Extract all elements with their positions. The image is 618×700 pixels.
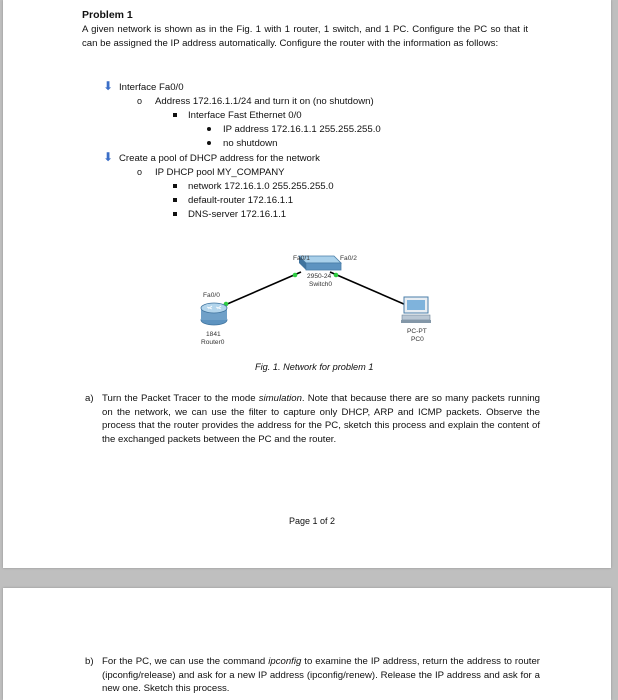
no-shutdown: no shutdown xyxy=(223,138,278,149)
question-b-emphasis: ipconfig xyxy=(268,656,302,667)
square-bullet-icon xyxy=(173,113,177,117)
figure-caption: Fig. 1. Network for problem 1 xyxy=(255,362,374,372)
list-item xyxy=(207,123,381,137)
switch-port-right: Fa0/2 xyxy=(340,255,357,262)
page-number: Page 1 of 2 xyxy=(289,516,336,526)
intro-paragraph: A given network is shown as in the Fig. 1 with 1 router, 1 switch, and 1 PC. Configure the PC so that it can be assigned the IP address automatically. Configure the router with the information as follows: xyxy=(82,24,528,49)
link-indicator-icon xyxy=(334,273,339,278)
ip-command: IP address 172.16.1.1 255.255.255.0 xyxy=(223,124,381,135)
link-router-switch xyxy=(218,272,301,308)
router-model: 1841 xyxy=(206,331,221,338)
question-a xyxy=(85,392,540,446)
pool-name: IP DHCP pool MY_COMPANY xyxy=(155,167,285,178)
problem-title: Problem 1 xyxy=(82,9,133,21)
document-page-2 xyxy=(3,588,611,700)
pc-name: PC0 xyxy=(411,336,424,343)
dot-bullet-icon xyxy=(207,127,211,131)
address-line: Address 172.16.1.1/24 and turn it on (no shutdown) xyxy=(155,96,374,107)
router-name: Router0 xyxy=(201,339,225,346)
link-switch-pc xyxy=(330,272,413,308)
switch-port-left: Fa0/1 xyxy=(293,255,310,262)
question-a-emphasis: simulation xyxy=(258,393,302,404)
router-icon xyxy=(201,303,227,325)
arrow-bullet-icon: ⬇ xyxy=(103,79,114,93)
list-item xyxy=(137,95,374,109)
link-indicator-icon xyxy=(293,273,298,278)
dns-server: DNS-server 172.16.1.1 xyxy=(188,209,287,220)
list-item xyxy=(173,194,293,208)
network-command: network 172.16.1.0 255.255.255.0 xyxy=(188,181,334,192)
question-b-letter: b) xyxy=(85,656,94,667)
question-a-letter: a) xyxy=(85,393,94,404)
list-item xyxy=(137,166,285,180)
list-item xyxy=(173,109,302,123)
circle-bullet-icon: o xyxy=(137,96,143,106)
document-page-1 xyxy=(3,0,611,568)
dot-bullet-icon xyxy=(207,141,211,145)
pool-heading: Create a pool of DHCP address for the network xyxy=(119,153,320,164)
switch-name: Switch0 xyxy=(309,281,333,288)
question-b xyxy=(85,655,540,696)
square-bullet-icon xyxy=(173,184,177,188)
arrow-bullet-icon: ⬇ xyxy=(103,150,114,164)
question-a-text-2: . Note that because there are so many packets running on the network, we can use the filter to capture only DHCP, ARP and ICMP packets. Observe the process that the router provides the address for the PC, sketch this process and explain the content of the exchanged packets between the PC and the router. xyxy=(102,393,540,445)
list-item xyxy=(173,180,334,194)
pc-model: PC-PT xyxy=(407,328,427,335)
list-item xyxy=(207,137,277,151)
square-bullet-icon xyxy=(173,212,177,216)
pc-icon xyxy=(401,297,431,323)
question-a-text-1: Turn the Packet Tracer to the mode xyxy=(102,393,259,404)
list-item xyxy=(173,208,286,222)
circle-bullet-icon: o xyxy=(137,167,143,177)
list-item xyxy=(104,81,184,95)
question-b-text-1: For the PC, we can use the command xyxy=(102,656,269,667)
network-diagram xyxy=(3,230,611,360)
interface-fe: Interface Fast Ethernet 0/0 xyxy=(188,110,302,121)
question-b-text-2: to examine the IP address, return the address to router (ipconfig/release) and ask for a new IP address (ipconfig/renew). Release the IP address and ask for a new one. Sketch this process. xyxy=(102,656,540,695)
square-bullet-icon xyxy=(173,198,177,202)
router-port: Fa0/0 xyxy=(203,292,220,299)
interface-heading: Interface Fa0/0 xyxy=(119,82,184,93)
switch-model: 2950-24 xyxy=(307,273,332,280)
list-item xyxy=(104,152,320,166)
default-router: default-router 172.16.1.1 xyxy=(188,195,294,206)
